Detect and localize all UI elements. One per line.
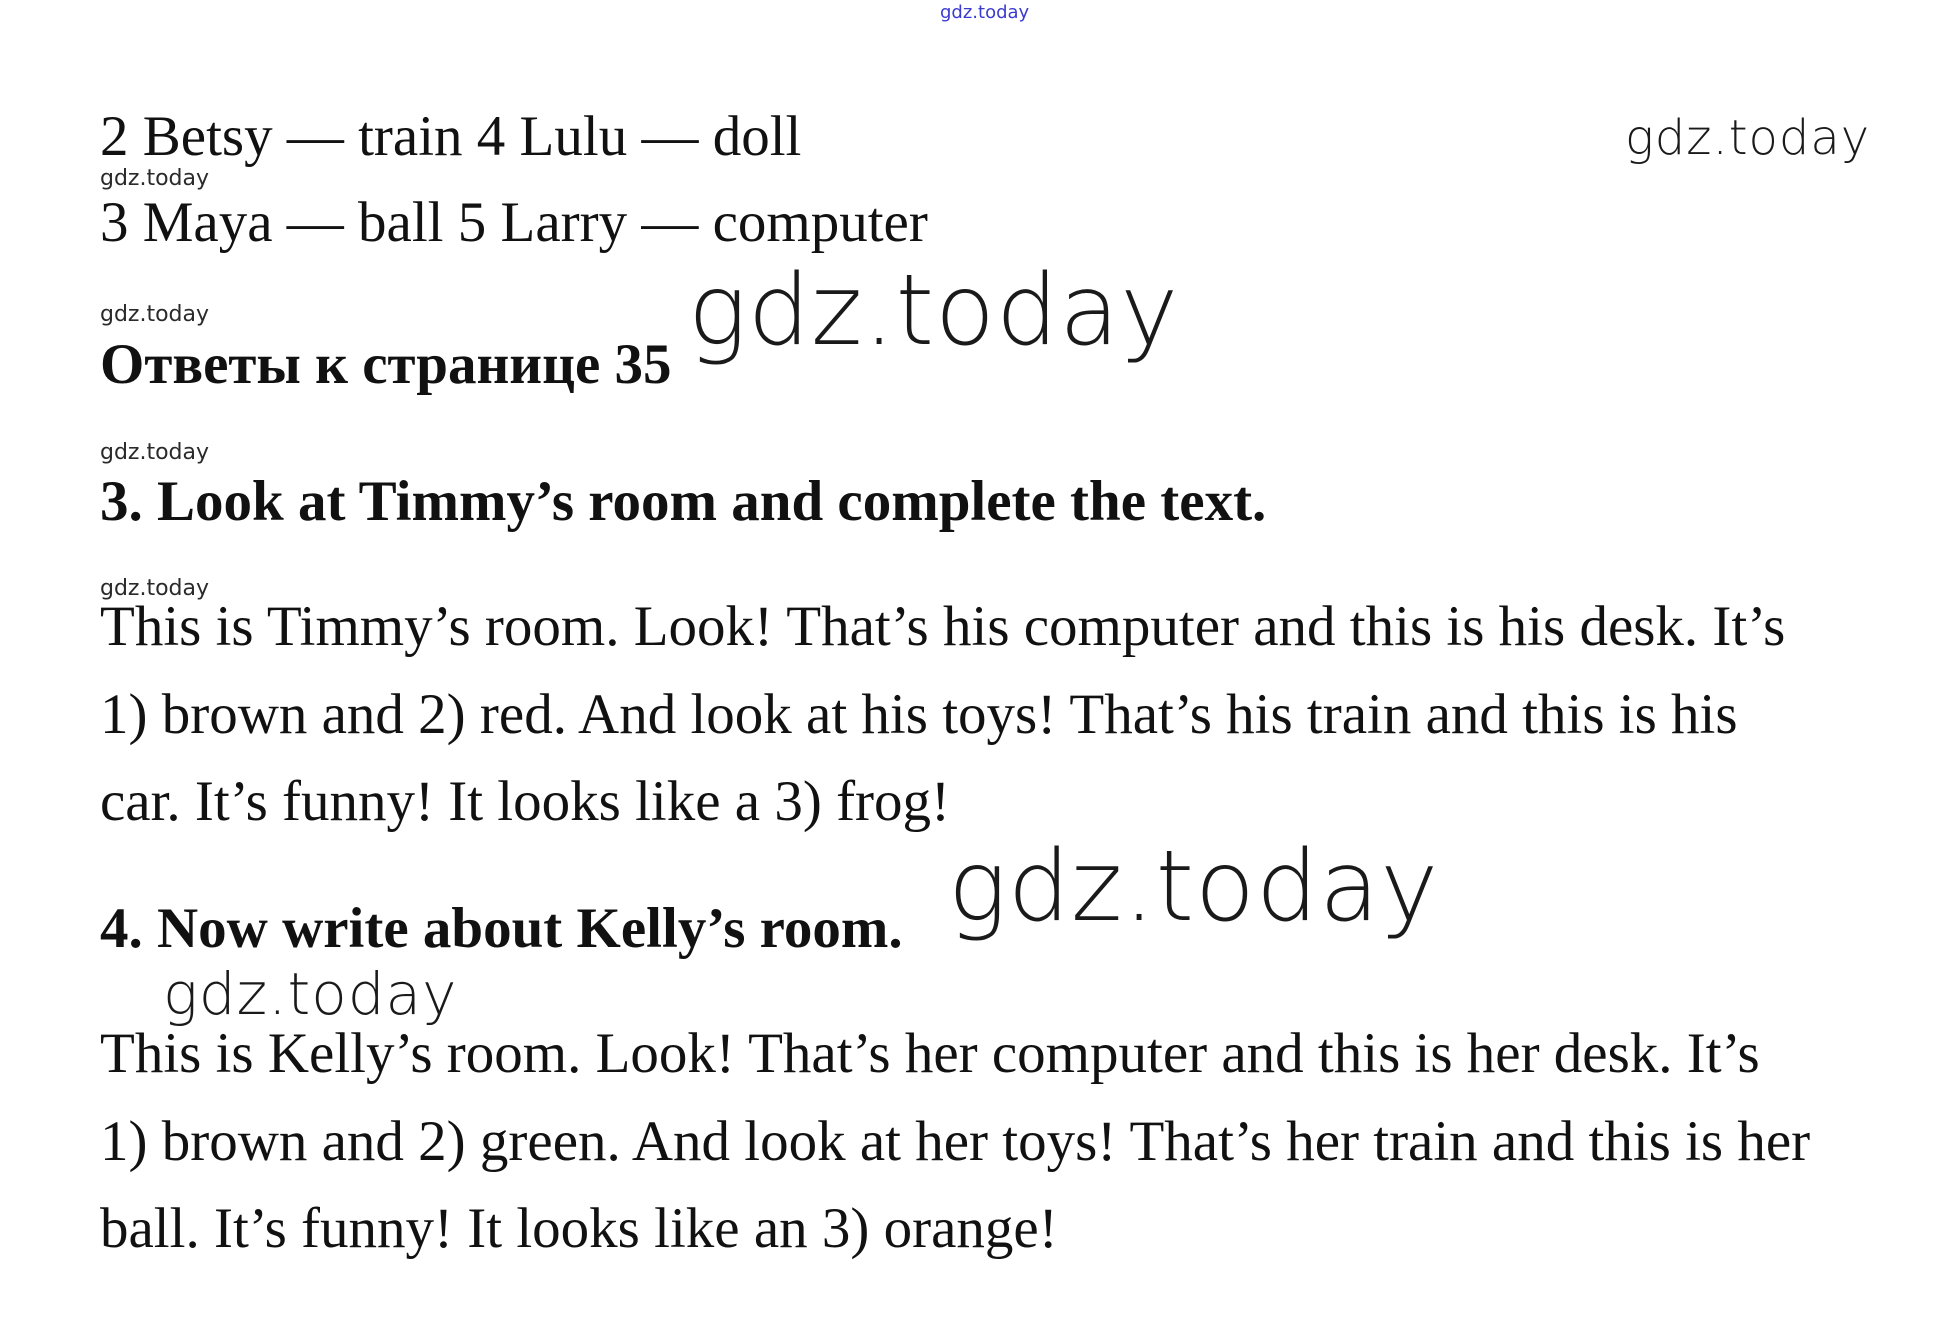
task-4-line: ball. It’s funny! It looks like an 3) orange! xyxy=(100,1197,1058,1260)
answers-line-1: 2 Betsy — train 4 Lulu — doll xyxy=(100,105,802,168)
watermark-small: gdz.today xyxy=(100,576,210,601)
answers-line-2: 3 Maya — ball 5 Larry — computer xyxy=(100,191,928,254)
watermark-small: gdz.today xyxy=(100,440,210,465)
task-4-title: 4. Now write about Kelly’s room. xyxy=(100,897,903,960)
watermark-medium: gdz.today xyxy=(163,960,458,1028)
watermark-large: gdz.today xyxy=(948,830,1440,944)
watermark-top: gdz.today xyxy=(940,2,1030,23)
task-3-title: 3. Look at Timmy’s room and complete the text. xyxy=(100,470,1267,533)
task-3-line: car. It’s funny! It looks like a 3) frog! xyxy=(100,770,951,833)
task-3-line: 1) brown and 2) red. And look at his toys! That’s his train and this is his xyxy=(100,683,1738,746)
watermark-small: gdz.today xyxy=(100,302,210,327)
watermark-right: gdz.today xyxy=(1625,110,1871,166)
watermark-small: gdz.today xyxy=(100,166,210,191)
task-3-line: This is Timmy’s room. Look! That’s his computer and this is his desk. It’s xyxy=(100,595,1786,658)
task-4-line: 1) brown and 2) green. And look at her toys! That’s her train and this is her xyxy=(100,1110,1811,1173)
task-4-line: This is Kelly’s room. Look! That’s her computer and this is her desk. It’s xyxy=(100,1022,1760,1085)
page-heading: Ответы к странице 35 xyxy=(100,333,672,396)
watermark-large: gdz.today xyxy=(688,254,1180,368)
